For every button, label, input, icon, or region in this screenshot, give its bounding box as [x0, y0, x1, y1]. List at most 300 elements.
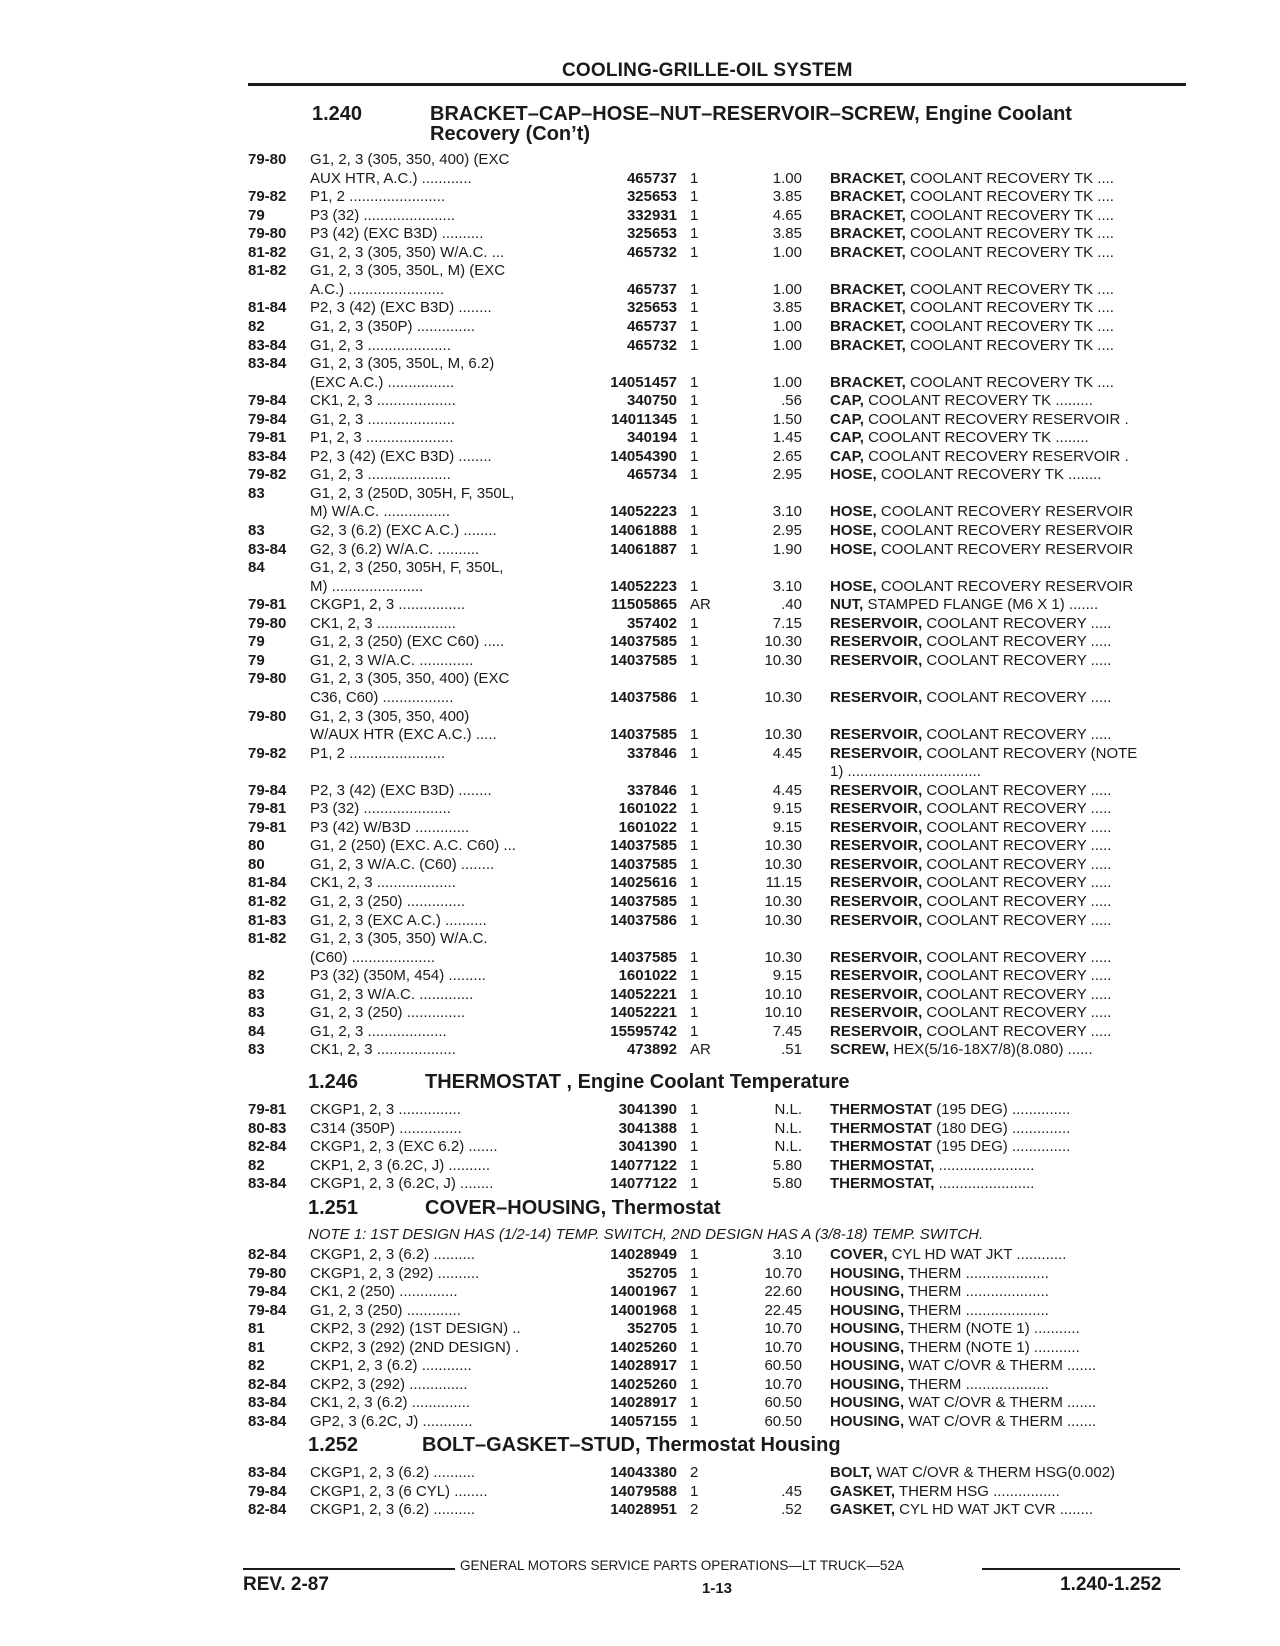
- price: 3.10: [772, 1246, 802, 1263]
- part-detail: THERM ....................: [904, 1376, 1049, 1393]
- model-years: 83-84: [248, 1464, 287, 1481]
- part-number: 14025260: [610, 1376, 677, 1393]
- model-application: CKGP1, 2, 3 (6.2) ..........: [310, 1501, 476, 1518]
- parts-row: [0, 170, 1280, 188]
- part-number: 352705: [626, 1265, 677, 1282]
- price: 10.30: [764, 652, 802, 669]
- parts-row: [0, 578, 1280, 596]
- part-detail: COOLANT RECOVERY .....: [922, 912, 1112, 929]
- model-application: P1, 2 .......................: [310, 745, 446, 762]
- part-detail: COOLANT RECOVERY .....: [922, 615, 1112, 632]
- model-years: 82: [248, 1357, 265, 1374]
- footer-rule-right: [982, 1568, 1180, 1570]
- part-name: COVER,: [830, 1246, 888, 1263]
- part-name: RESERVOIR,: [830, 1023, 923, 1040]
- model-years: 79-84: [248, 392, 287, 409]
- part-name: RESERVOIR,: [830, 949, 923, 966]
- model-years: 79-84: [248, 1283, 287, 1300]
- quantity: 1: [690, 188, 699, 205]
- part-detail: COOLANT RECOVERY .....: [922, 1023, 1112, 1040]
- price: 3.85: [772, 188, 802, 205]
- quantity: 1: [690, 837, 699, 854]
- parts-row: [0, 782, 1280, 800]
- part-name: BRACKET,: [830, 318, 906, 335]
- model-years: 79-84: [248, 782, 287, 799]
- part-number: 3041390: [618, 1138, 677, 1155]
- quantity: 1: [690, 1394, 699, 1411]
- model-application: P2, 3 (42) (EXC B3D) ........: [310, 782, 492, 799]
- part-detail: .......................: [934, 1175, 1035, 1192]
- part-number: 340750: [626, 392, 677, 409]
- part-description: [830, 1501, 1195, 1519]
- quantity: 1: [690, 1023, 699, 1040]
- model-years: 79-80: [248, 670, 287, 687]
- model-application: CK1, 2, 3 ...................: [310, 615, 456, 632]
- part-detail: COOLANT RECOVERY TK ....: [905, 299, 1114, 316]
- model-application: CK1, 2, 3 ...................: [310, 1041, 456, 1058]
- parts-row: [0, 374, 1280, 392]
- part-detail: COOLANT RECOVERY RESERVOIR: [876, 578, 1134, 595]
- model-application: P2, 3 (42) (EXC B3D) ........: [310, 299, 492, 316]
- parts-row: [0, 689, 1280, 707]
- model-years: 79-81: [248, 800, 287, 817]
- part-name: RESERVOIR,: [830, 819, 923, 836]
- parts-row: [0, 726, 1280, 744]
- part-number: 14043380: [610, 1464, 677, 1481]
- part-number: 352705: [626, 1320, 677, 1337]
- parts-row: [0, 874, 1280, 892]
- part-description: [830, 949, 1195, 967]
- model-years: 79-82: [248, 188, 287, 205]
- quantity: 1: [690, 522, 699, 539]
- part-description: [830, 281, 1195, 299]
- parts-row: [0, 225, 1280, 243]
- model-years: 79-80: [248, 708, 287, 725]
- model-application: CKP1, 2, 3 (6.2) ............: [310, 1357, 472, 1374]
- part-description: [830, 522, 1195, 540]
- price: 7.15: [772, 615, 802, 632]
- model-years: 82-84: [248, 1246, 287, 1263]
- quantity: 1: [690, 967, 699, 984]
- quantity: 1: [690, 986, 699, 1003]
- price: .56: [781, 392, 802, 409]
- price: 60.50: [764, 1413, 802, 1430]
- parts-row: [0, 708, 1280, 726]
- model-application: G1, 2, 3 (250) .............: [310, 1302, 461, 1319]
- price: 10.70: [764, 1376, 802, 1393]
- part-name: RESERVOIR,: [830, 856, 923, 873]
- price: N.L.: [774, 1101, 802, 1118]
- parts-row: [0, 522, 1280, 540]
- price: 4.65: [772, 207, 802, 224]
- quantity: 1: [690, 912, 699, 929]
- quantity: 1: [690, 578, 699, 595]
- quantity: 2: [690, 1464, 699, 1481]
- model-application: P2, 3 (42) (EXC B3D) ........: [310, 448, 492, 465]
- parts-row: [0, 893, 1280, 911]
- part-number: 11505865: [611, 596, 677, 613]
- model-application: G1, 2, 3 (250) ..............: [310, 1004, 466, 1021]
- part-name: HOUSING,: [830, 1302, 905, 1319]
- part-name: HOSE,: [830, 522, 877, 539]
- part-number: 14037585: [610, 893, 677, 910]
- part-number: 357402: [626, 615, 677, 632]
- quantity: AR: [690, 596, 711, 613]
- parts-row: [0, 745, 1280, 763]
- parts-row: [0, 559, 1280, 577]
- price: 10.10: [764, 986, 802, 1003]
- parts-row: [0, 1394, 1280, 1412]
- part-detail: 1) ................................: [830, 763, 981, 780]
- model-years: 80: [248, 837, 265, 854]
- model-application: M) W/A.C. ................: [310, 503, 451, 520]
- model-years: 81-84: [248, 874, 287, 891]
- part-name: RESERVOIR,: [830, 800, 923, 817]
- part-description: [830, 1101, 1195, 1119]
- model-years: 83-84: [248, 1394, 287, 1411]
- model-application: CK1, 2 (250) ..............: [310, 1283, 458, 1300]
- part-name: HOUSING,: [830, 1413, 905, 1430]
- parts-row: [0, 1483, 1280, 1501]
- part-detail: COOLANT RECOVERY RESERVOIR .: [863, 411, 1129, 428]
- part-detail: COOLANT RECOVERY .....: [922, 1004, 1112, 1021]
- parts-row: [0, 800, 1280, 818]
- quantity: 1: [690, 633, 699, 650]
- part-detail: .......................: [934, 1157, 1035, 1174]
- part-name: RESERVOIR,: [830, 652, 923, 669]
- parts-row: [0, 819, 1280, 837]
- part-detail: COOLANT RECOVERY TK ........: [876, 466, 1102, 483]
- model-years: 82: [248, 318, 265, 335]
- model-years: 79: [248, 633, 265, 650]
- parts-row: [0, 1413, 1280, 1431]
- model-application: P3 (42) (EXC B3D) ..........: [310, 225, 484, 242]
- footer-publisher: GENERAL MOTORS SERVICE PARTS OPERATIONS—LT TRUCK—52A: [460, 1558, 904, 1573]
- part-name: RESERVOIR,: [830, 1004, 923, 1021]
- quantity: 1: [690, 1120, 699, 1137]
- model-application: W/AUX HTR (EXC A.C.) .....: [310, 726, 497, 743]
- part-detail: COOLANT RECOVERY TK ....: [905, 188, 1114, 205]
- model-years: 81-82: [248, 930, 287, 947]
- model-years: 79-80: [248, 151, 287, 168]
- part-number: 340194: [626, 429, 677, 446]
- parts-row: [0, 299, 1280, 317]
- price: 3.85: [772, 299, 802, 316]
- part-number: 465732: [626, 244, 677, 261]
- model-years: 83-84: [248, 1413, 287, 1430]
- quantity: 1: [690, 1265, 699, 1282]
- part-name: RESERVOIR,: [830, 912, 923, 929]
- part-detail: CYL HD WAT JKT ............: [887, 1246, 1067, 1263]
- quantity: 1: [690, 1320, 699, 1337]
- part-number: 1601022: [618, 967, 677, 984]
- model-years: 83: [248, 986, 265, 1003]
- model-application: G1, 2, 3 W/A.C. (C60) ........: [310, 856, 495, 873]
- model-application: G1, 2, 3 (250) (EXC C60) .....: [310, 633, 505, 650]
- quantity: 1: [690, 800, 699, 817]
- part-description: [830, 448, 1195, 466]
- part-number: 14052221: [610, 1004, 677, 1021]
- part-name: BRACKET,: [830, 374, 906, 391]
- part-name: RESERVOIR,: [830, 726, 923, 743]
- model-years: 81-83: [248, 912, 287, 929]
- part-number: 1601022: [618, 819, 677, 836]
- price: .40: [781, 596, 802, 613]
- part-name: HOUSING,: [830, 1265, 905, 1282]
- part-detail: COOLANT RECOVERY TK .........: [863, 392, 1093, 409]
- header-rule: [248, 83, 1186, 86]
- part-number: 325653: [626, 225, 677, 242]
- part-name: HOSE,: [830, 466, 877, 483]
- part-name: BOLT,: [830, 1464, 873, 1481]
- quantity: 1: [690, 819, 699, 836]
- parts-row: [0, 1357, 1280, 1375]
- part-description: [830, 1464, 1195, 1482]
- model-application: GP2, 3 (6.2C, J) ............: [310, 1413, 473, 1430]
- part-detail: COOLANT RECOVERY .....: [922, 874, 1112, 891]
- part-description: [830, 392, 1195, 410]
- quantity: 1: [690, 207, 699, 224]
- part-detail: (180 DEG) ..............: [931, 1120, 1071, 1137]
- model-years: 84: [248, 559, 265, 576]
- part-number: 15595742: [610, 1023, 677, 1040]
- price: 1.00: [772, 337, 802, 354]
- part-detail: COOLANT RECOVERY TK ....: [905, 244, 1114, 261]
- model-application: AUX HTR, A.C.) ............: [310, 170, 472, 187]
- parts-row: [0, 541, 1280, 559]
- model-years: 83-84: [248, 541, 287, 558]
- parts-row: [0, 448, 1280, 466]
- part-detail: COOLANT RECOVERY TK ........: [863, 429, 1089, 446]
- quantity: 1: [690, 893, 699, 910]
- quantity: 1: [690, 299, 699, 316]
- model-application: P3 (32) ......................: [310, 207, 456, 224]
- part-description: [830, 1157, 1195, 1175]
- model-years: 79-80: [248, 615, 287, 632]
- model-application: P3 (32) .....................: [310, 800, 451, 817]
- price: 3.10: [772, 578, 802, 595]
- part-detail: (195 DEG) ..............: [931, 1138, 1071, 1155]
- part-description: [830, 1357, 1195, 1375]
- parts-row: [0, 262, 1280, 280]
- footer-page-number: 1-13: [702, 1580, 733, 1597]
- price: 1.50: [772, 411, 802, 428]
- model-years: 81-84: [248, 299, 287, 316]
- price: 4.45: [772, 745, 802, 762]
- part-detail: COOLANT RECOVERY RESERVOIR: [876, 541, 1134, 558]
- part-number: 14037585: [610, 726, 677, 743]
- part-description: [830, 1138, 1195, 1156]
- model-application: G1, 2, 3 W/A.C. .............: [310, 652, 474, 669]
- parts-row: [0, 596, 1280, 614]
- part-description: [830, 819, 1195, 837]
- price: .52: [781, 1501, 802, 1518]
- part-number: 325653: [626, 188, 677, 205]
- model-years: 83-84: [248, 448, 287, 465]
- part-number: 14028917: [610, 1357, 677, 1374]
- part-name: HOUSING,: [830, 1320, 905, 1337]
- quantity: 1: [690, 1283, 699, 1300]
- parts-row: [0, 337, 1280, 355]
- model-application: (EXC A.C.) ................: [310, 374, 455, 391]
- model-application: CK1, 2, 3 ...................: [310, 392, 456, 409]
- parts-row: [0, 1101, 1280, 1119]
- model-application: G2, 3 (6.2) W/A.C. ..........: [310, 541, 480, 558]
- price: 10.30: [764, 726, 802, 743]
- parts-row: [0, 281, 1280, 299]
- part-name: THERMOSTAT: [830, 1120, 932, 1137]
- part-description: [830, 318, 1195, 336]
- model-years: 79-84: [248, 411, 287, 428]
- quantity: 1: [690, 225, 699, 242]
- part-number: 14052223: [610, 578, 677, 595]
- model-application: G1, 2, 3 (305, 350, 400) (EXC: [310, 670, 510, 687]
- parts-row: [0, 207, 1280, 225]
- part-number: 14025260: [610, 1339, 677, 1356]
- part-name: CAP,: [830, 411, 864, 428]
- price: 3.10: [772, 503, 802, 520]
- part-description: [830, 726, 1195, 744]
- part-number: 14077122: [610, 1175, 677, 1192]
- quantity: 1: [690, 1483, 699, 1500]
- model-years: 82-84: [248, 1138, 287, 1155]
- part-name: RESERVOIR,: [830, 782, 923, 799]
- quantity: 1: [690, 726, 699, 743]
- parts-row: [0, 466, 1280, 484]
- parts-row: [0, 633, 1280, 651]
- model-application: G1, 2 (250) (EXC. A.C. C60) ...: [310, 837, 516, 854]
- quantity: 2: [690, 1501, 699, 1518]
- section-number: 1.240: [312, 103, 363, 125]
- part-detail: COOLANT RECOVERY TK ....: [905, 374, 1114, 391]
- part-detail: HEX(5/16-18X7/8)(8.080) ......: [889, 1041, 1093, 1058]
- part-description: [830, 856, 1195, 874]
- model-application: G1, 2, 3 (305, 350) W/A.C.: [310, 930, 488, 947]
- part-name: HOUSING,: [830, 1339, 905, 1356]
- model-years: 83-84: [248, 1175, 287, 1192]
- model-application: C314 (350P) ...............: [310, 1120, 462, 1137]
- part-description: [830, 1394, 1195, 1412]
- part-name: BRACKET,: [830, 299, 906, 316]
- section-number: 1.246: [308, 1071, 359, 1093]
- quantity: 1: [690, 1157, 699, 1174]
- parts-row: [0, 188, 1280, 206]
- price: 5.80: [772, 1175, 802, 1192]
- price: 60.50: [764, 1394, 802, 1411]
- part-detail: THERM (NOTE 1) ...........: [904, 1320, 1080, 1337]
- part-number: 14001968: [610, 1302, 677, 1319]
- part-name: HOSE,: [830, 541, 877, 558]
- model-application: (C60) ....................: [310, 949, 436, 966]
- model-years: 79-84: [248, 1302, 287, 1319]
- quantity: 1: [690, 170, 699, 187]
- part-detail: COOLANT RECOVERY .....: [922, 726, 1112, 743]
- part-name: BRACKET,: [830, 188, 906, 205]
- section-number: 1.251: [308, 1197, 359, 1219]
- model-application: CKGP1, 2, 3 (6.2) ..........: [310, 1246, 476, 1263]
- price: 10.30: [764, 837, 802, 854]
- model-years: 79-81: [248, 819, 287, 836]
- part-description: [830, 244, 1195, 262]
- price: 22.45: [764, 1302, 802, 1319]
- parts-row: [0, 986, 1280, 1004]
- model-application: G1, 2, 3 (250, 305H, F, 350L,: [310, 559, 504, 576]
- quantity: 1: [690, 874, 699, 891]
- part-name: RESERVOIR,: [830, 745, 923, 762]
- quantity: 1: [690, 782, 699, 799]
- part-description: [830, 429, 1195, 447]
- price: 3.85: [772, 225, 802, 242]
- part-description: [830, 188, 1195, 206]
- parts-row: [0, 1302, 1280, 1320]
- model-years: 82-84: [248, 1501, 287, 1518]
- parts-row: [0, 1501, 1280, 1519]
- part-number: 14052221: [610, 986, 677, 1003]
- part-detail: COOLANT RECOVERY .....: [922, 837, 1112, 854]
- parts-row: [0, 1004, 1280, 1022]
- model-application: G1, 2, 3 (250D, 305H, F, 350L,: [310, 485, 515, 502]
- model-years: 83: [248, 1004, 265, 1021]
- part-description: [830, 1246, 1195, 1264]
- parts-row: [0, 392, 1280, 410]
- model-years: 83: [248, 485, 265, 502]
- part-description: [830, 912, 1195, 930]
- quantity: 1: [690, 503, 699, 520]
- price: N.L.: [774, 1120, 802, 1137]
- quantity: 1: [690, 615, 699, 632]
- price: 2.65: [772, 448, 802, 465]
- part-number: 14061887: [610, 541, 677, 558]
- part-number: 14037585: [610, 633, 677, 650]
- part-detail: COOLANT RECOVERY .....: [922, 800, 1112, 817]
- parts-row: [0, 967, 1280, 985]
- part-description: [830, 633, 1195, 651]
- part-name: CAP,: [830, 429, 864, 446]
- part-number: 14028917: [610, 1394, 677, 1411]
- model-years: 83-84: [248, 337, 287, 354]
- parts-row: [0, 318, 1280, 336]
- part-description: [830, 1413, 1195, 1431]
- part-number: 465737: [626, 281, 677, 298]
- parts-row: [0, 930, 1280, 948]
- parts-row: [0, 151, 1280, 169]
- price: N.L.: [774, 1138, 802, 1155]
- part-name: HOUSING,: [830, 1283, 905, 1300]
- model-years: 79: [248, 207, 265, 224]
- part-number: 14051457: [610, 374, 677, 391]
- parts-row: [0, 1376, 1280, 1394]
- model-years: 83: [248, 1041, 265, 1058]
- model-application: G1, 2, 3 (350P) ..............: [310, 318, 476, 335]
- part-description: [830, 411, 1195, 429]
- model-application: CKGP1, 2, 3 (6 CYL) ........: [310, 1483, 488, 1500]
- part-description: [830, 745, 1195, 763]
- model-application: G1, 2, 3 (305, 350L, M, 6.2): [310, 355, 495, 372]
- quantity: 1: [690, 392, 699, 409]
- price: 9.15: [772, 967, 802, 984]
- price: 11.15: [765, 874, 802, 891]
- part-detail: COOLANT RECOVERY .....: [922, 967, 1112, 984]
- part-detail: COOLANT RECOVERY RESERVOIR: [876, 503, 1134, 520]
- price: 1.45: [772, 429, 802, 446]
- quantity: 1: [690, 1413, 699, 1430]
- part-name: CAP,: [830, 448, 864, 465]
- section-title-continued: Recovery (Con’t): [430, 123, 591, 145]
- part-number: 14054390: [610, 448, 677, 465]
- part-description: [830, 207, 1195, 225]
- part-detail: STAMPED FLANGE (M6 X 1) .......: [863, 596, 1099, 613]
- parts-row: [0, 837, 1280, 855]
